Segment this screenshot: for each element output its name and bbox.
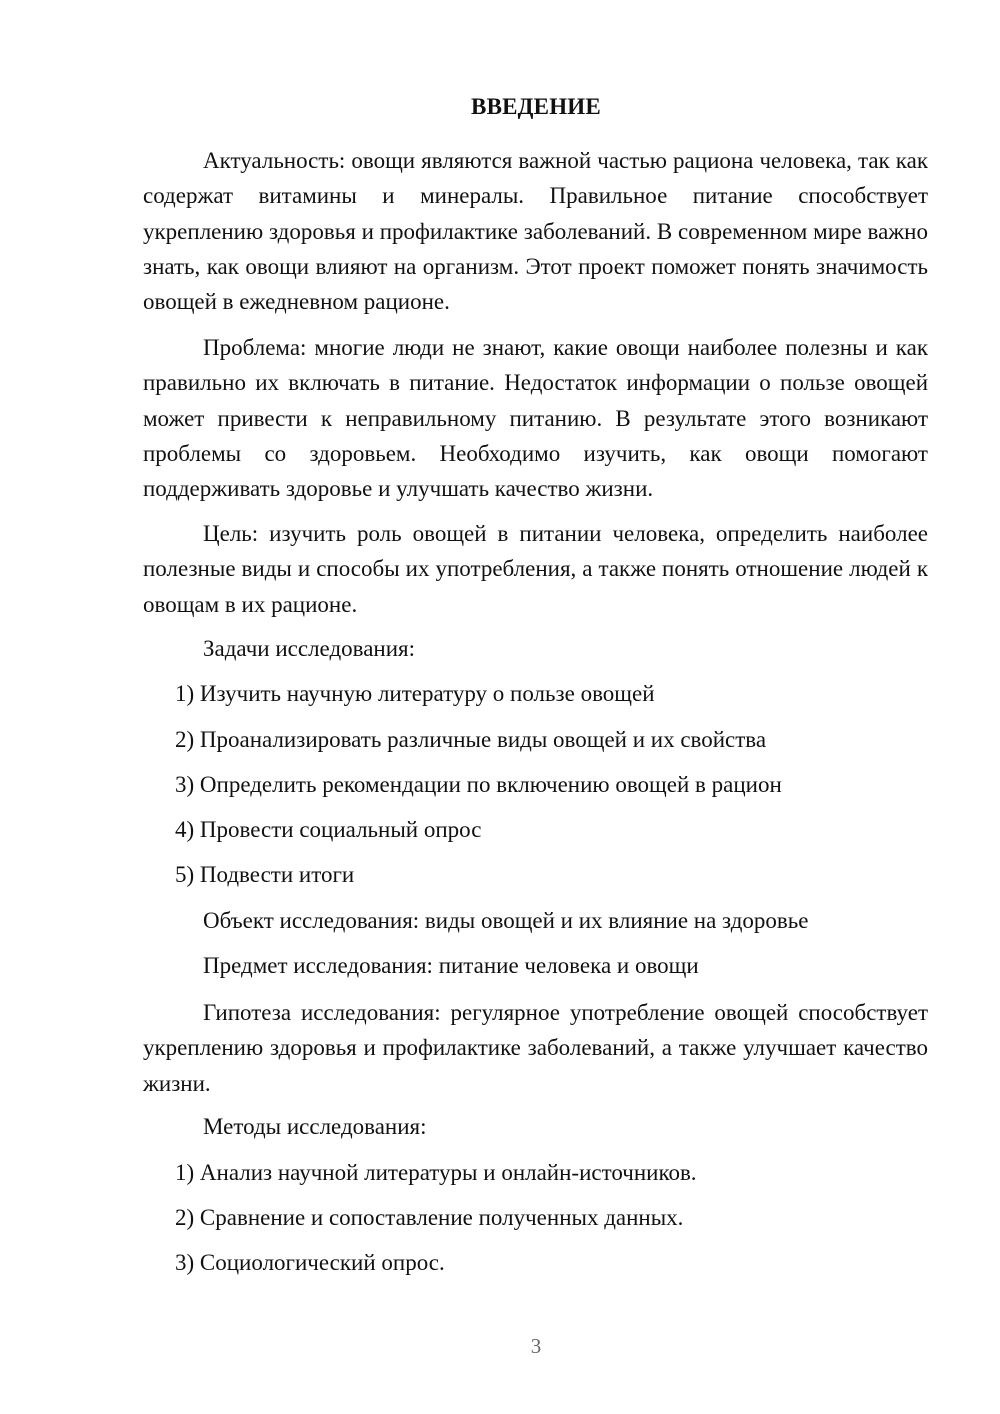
method-item: 2) Сравнение и сопоставление полученных данных. <box>175 1205 684 1230</box>
goal-paragraph: Цель: изучить роль овощей в питании человека, определить наиболее полезные виды и способы их употребления, а также понять отношение людей к овощам в их рационе. <box>143 521 928 617</box>
relevance-paragraph: Актуальность: овощи являются важной частью рациона человека, так как содержат витамины и минералы. Правильное питание способствует укреплению здоровья и профилактике заболеваний. В современном мире важно знать, как овощи влияют на организм. Этот проект поможет понять значимость овощей в ежедневном рационе. <box>143 148 928 315</box>
methods-title: Методы исследования: <box>203 1114 427 1139</box>
task-item: 3) Определить рекомендации по включению овощей в рацион <box>175 772 782 797</box>
page-number: 3 <box>530 1334 542 1358</box>
task-item: 2) Проанализировать различные виды овощей и их свойства <box>175 727 767 752</box>
task-item: 4) Провести социальный опрос <box>175 817 482 842</box>
research-object: Объект исследования: виды овощей и их влияние на здоровье <box>203 908 809 933</box>
section-heading: ВВЕДЕНИЕ <box>471 94 601 119</box>
tasks-title: Задачи исследования: <box>203 636 416 661</box>
method-item: 3) Социологический опрос. <box>175 1250 445 1275</box>
problem-paragraph: Проблема: многие люди не знают, какие овощи наиболее полезны и как правильно их включать в питание. Недостаток информации о пользе овощей может привести к неправильному питанию. В результате этого возникают проблемы со здоровьем. Необходимо изучить, как овощи помогают поддерживать здоровье и улучшать качество жизни. <box>143 335 928 502</box>
task-item: 5) Подвести итоги <box>175 862 355 887</box>
hypothesis-paragraph: Гипотеза исследования: регулярное употребление овощей способствует укреплению здоровья и профилактике заболеваний, а также улучшает качество жизни. <box>143 1000 928 1096</box>
research-subject: Предмет исследования: питание человека и овощи <box>203 953 699 978</box>
method-item: 1) Анализ научной литературы и онлайн-источников. <box>175 1160 697 1185</box>
task-item: 1) Изучить научную литературу о пользе овощей <box>175 681 655 706</box>
